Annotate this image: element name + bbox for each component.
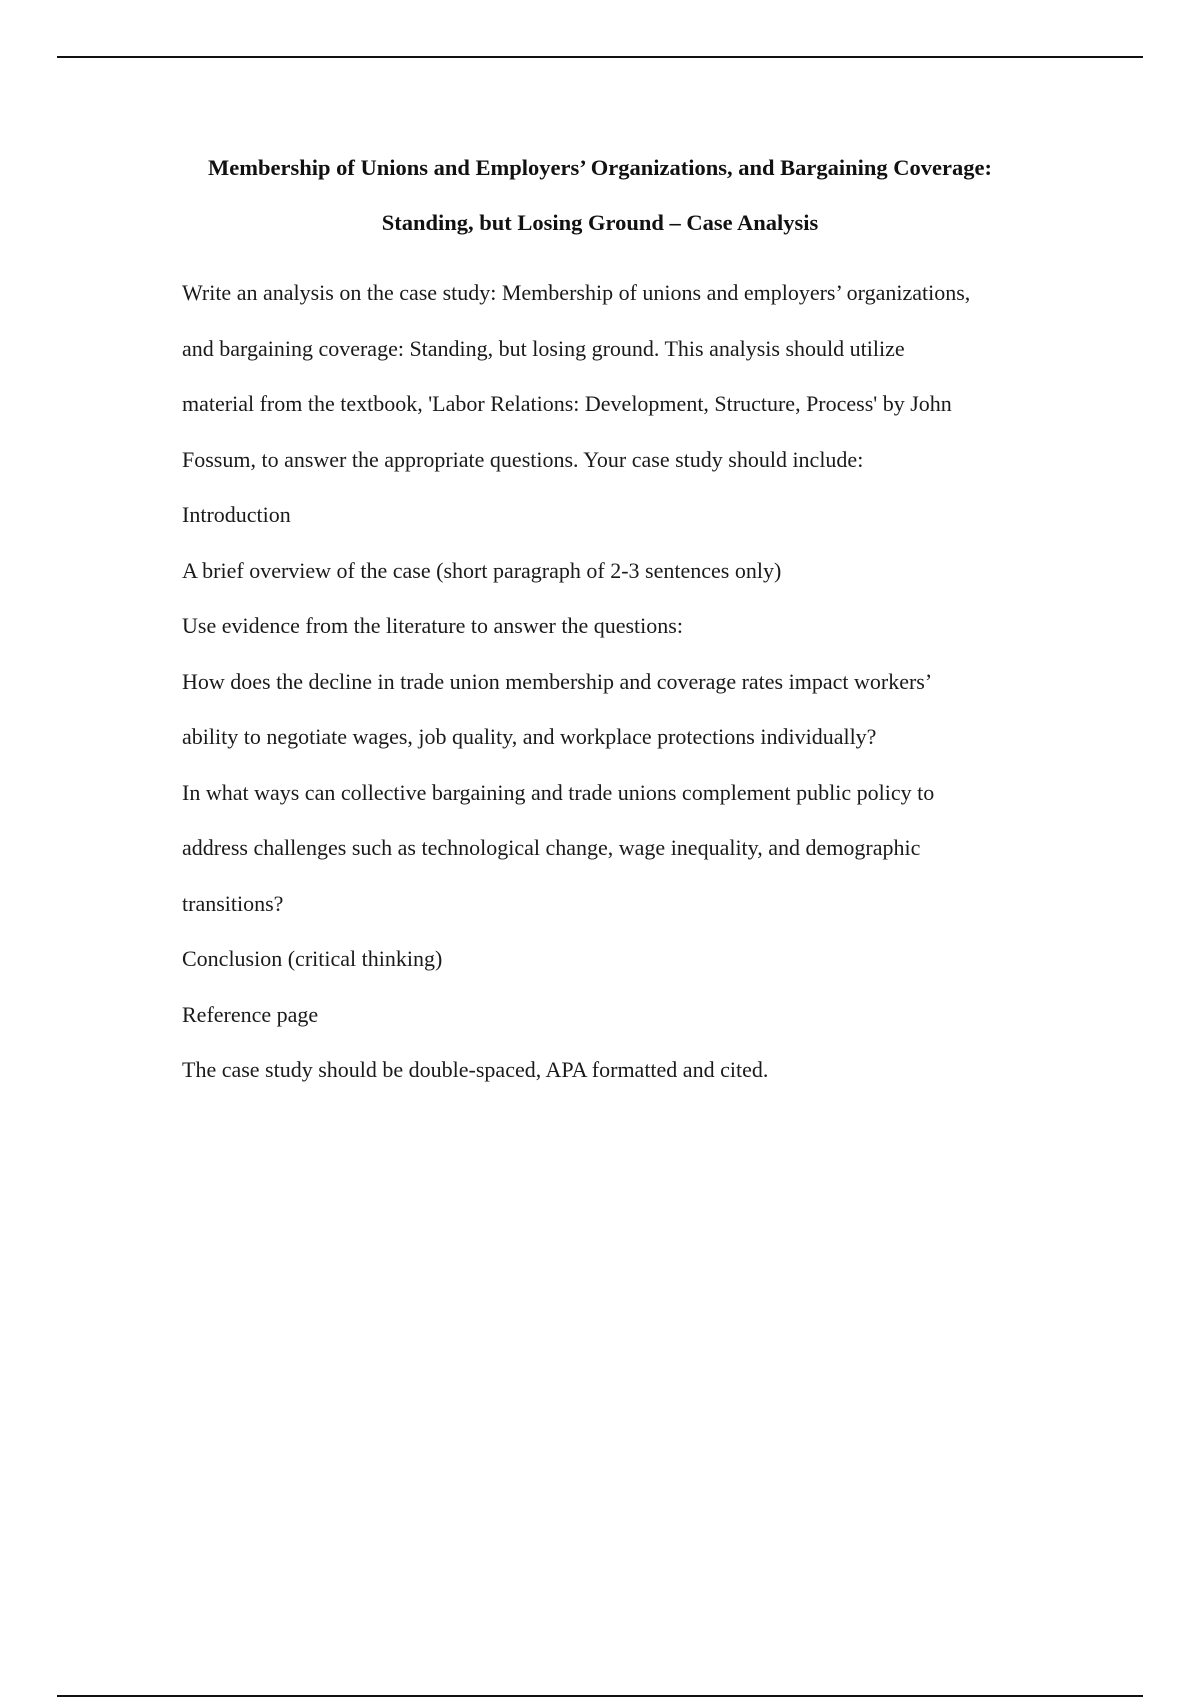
question-line: ability to negotiate wages, job quality, and workplace protections individually?	[182, 724, 877, 749]
section-introduction: Introduction	[182, 502, 291, 527]
body-line: Write an analysis on the case study: Membership of unions and employers’ organizations,	[182, 280, 971, 305]
section-conclusion: Conclusion (critical thinking)	[182, 946, 443, 971]
title-line: Membership of Unions and Employers’ Organizations, and Bargaining Coverage:	[208, 155, 992, 180]
document-body	[182, 265, 1112, 1098]
question-line: How does the decline in trade union membership and coverage rates impact workers’	[182, 668, 933, 694]
question-line: transitions?	[182, 890, 284, 916]
body-line: A brief overview of the case (short paragraph of 2-3 sentences only)	[182, 557, 782, 583]
section-reference-page: Reference page	[182, 1001, 319, 1027]
body-line: Fossum, to answer the appropriate questions. Your case study should include:	[182, 446, 864, 472]
document-title	[100, 140, 1100, 250]
header-rule	[57, 56, 1143, 58]
footer-rule	[57, 1695, 1143, 1697]
question-line: address challenges such as technological change, wage inequality, and demographic	[182, 835, 921, 860]
body-line: material from the textbook, 'Labor Relations: Development, Structure, Process' by John	[182, 391, 952, 416]
title-line: Standing, but Losing Ground – Case Analysis	[381, 210, 819, 235]
question-line: In what ways can collective bargaining and trade unions complement public policy to	[182, 779, 935, 805]
body-line: Use evidence from the literature to answer the questions:	[182, 613, 683, 638]
body-line: and bargaining coverage: Standing, but losing ground. This analysis should utilize	[182, 335, 905, 361]
body-line: The case study should be double-spaced, APA formatted and cited.	[182, 1057, 769, 1082]
